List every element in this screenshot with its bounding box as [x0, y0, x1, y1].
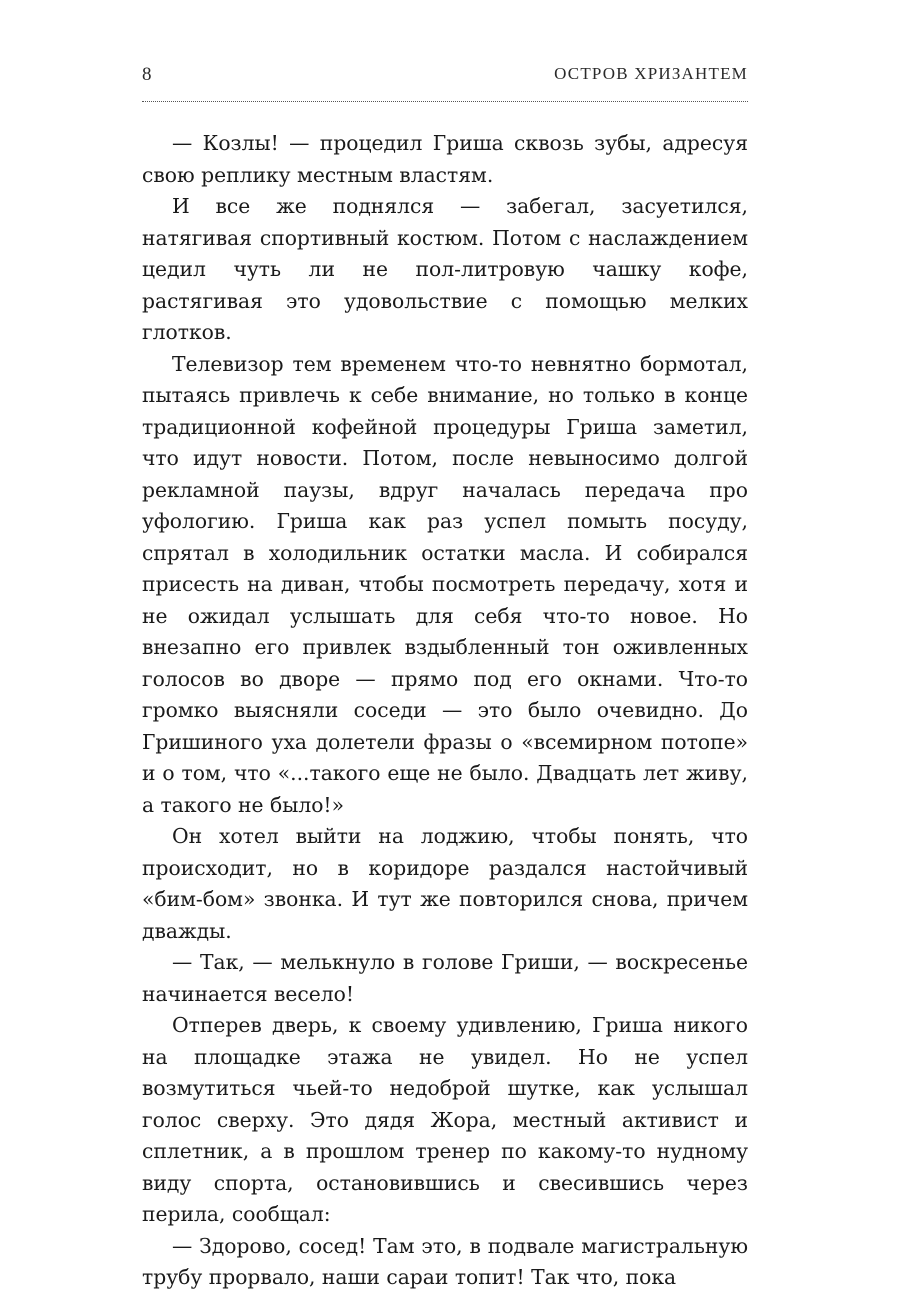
paragraph: Телевизор тем временем что-то невнятно бормотал, пытаясь привлечь к себе внимание, но только в конце традиционной кофейной процедуры Гриша заметил, что идут новости. Потом, после невыносимо долгой рекламной паузы, вдруг началась передача про уфологию. Гриша как раз успел помыть посуду, спрятал в холодильник остатки масла. И собирался присесть на диван, чтобы посмотреть передачу, хотя и не ожидал услышать для себя что-то новое. Но внезапно его привлек вздыбленный тон оживленных голосов во дворе — прямо под его окнами. Что-то громко выясняли соседи — это было очевидно. До Гришиного уха долетели фразы о «всемирном потопе» и о том, что «...такого еще не было. Двадцать лет живу, а такого не было!» — [142, 351, 748, 817]
paragraph: — Так, — мелькнуло в голове Гриши, — воскресенье начинается весело! — [142, 950, 748, 1006]
running-head — [142, 64, 748, 88]
header-divider — [142, 101, 748, 102]
body-text — [142, 128, 748, 1294]
page-number: 8 — [142, 64, 152, 85]
paragraph: — Козлы! — процедил Гриша сквозь зубы, адресуя свою реплику местным властям. — [142, 131, 748, 187]
paragraph: И все же поднялся — забегал, засуетился, натягивая спортивный костюм. Потом с наслаждением цедил чуть ли не пол-литровую чашку кофе, растягивая это удовольствие с помощью мелких глотков. — [142, 194, 748, 344]
paragraph: Он хотел выйти на лоджию, чтобы понять, что происходит, но в коридоре раздался настойчивый «бим-бом» звонка. И тут же повторился снова, причем дважды. — [142, 824, 748, 943]
paragraph: — Здорово, сосед! Там это, в подвале магистральную трубу прорвало, наши сараи топит! Так что, пока — [142, 1233, 748, 1289]
book-title: ОСТРОВ ХРИЗАНТЕМ — [554, 64, 748, 83]
paragraph: Отперев дверь, к своему удивлению, Гриша никого на площадке этажа не увидел. Но не успел возмутиться чьей-то недоброй шутке, как услышал голос сверху. Это дядя Жора, местный активист и сплетник, а в прошлом тренер по какому-то нудному виду спорта, остановившись и свесившись через перила, сообщал: — [142, 1013, 748, 1226]
